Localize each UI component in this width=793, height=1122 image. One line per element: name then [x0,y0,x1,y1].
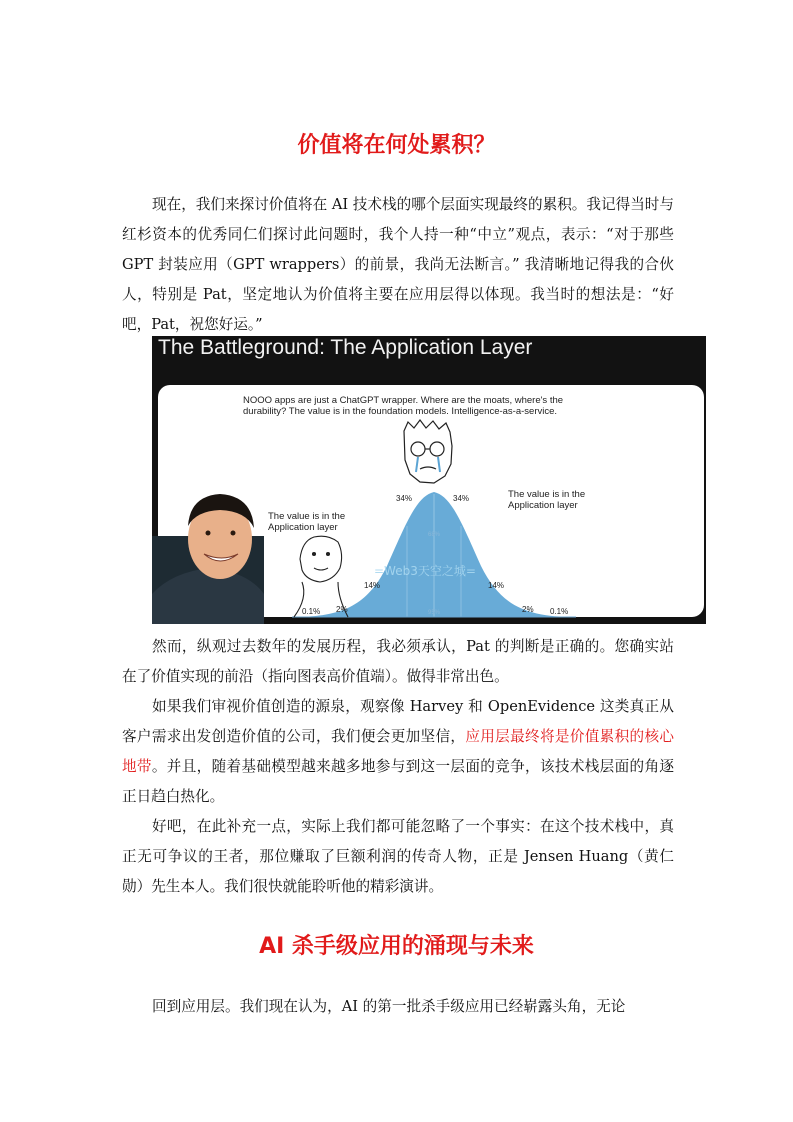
body-paragraph: 然而，纵观过去数年的发展历程，我必须承认，Pat 的判断是正确的。您确实站在了价值实现的前沿（指向图表高价值端）。做得非常出色。 [122,638,674,685]
crying-wojak-icon [404,420,452,483]
pct-left-mid: 14% [364,581,381,590]
paragraph-text: 。并且，随着基础模型越来越多地参与到这一层面的竞争，该技术栈层面的角逐正日趋白热化。 [122,758,674,805]
watermark: =Web3天空之城= [374,564,476,578]
section-heading: 价值将在何处累积？ [297,133,496,158]
highlighted-text: 应用层最终将是价值累积的核心地带 [122,728,674,775]
person-photo [152,494,264,624]
body-paragraph: 回到应用层。我们现在认为，AI 的第一批杀手级应用已经崭露头角，无论 [152,998,626,1015]
figure-title: The Battleground: The Application Layer [158,336,533,359]
pct-right-mid: 14% [488,581,505,590]
paragraph-text: 如果我们审视价值创造的源泉，观察像 Harvey 和 OpenEvidence 这类真正从客户需求出发创造价值的公司，我们便会更加坚信， [122,698,674,745]
left-label-line2: Application layer [268,522,338,533]
pct-far-left: 0.1% [302,607,321,616]
section-heading: AI 杀手级应用的涌现与未来 [259,934,534,959]
pct-right-peak: 34% [453,494,470,503]
right-label-line2: Application layer [508,500,578,511]
meme-quote-line2: durability? The value is in the foundation models. Intelligence-as-a-service. [243,406,558,417]
meme-quote-line1: NOOO apps are just a ChatGPT wrapper. Where are the moats, where's the [243,395,564,406]
body-paragraph: 好吧，在此补充一点，实际上我们都可能忽略了一个事实：在这个技术栈中，真正无可争议的王者，那位赚取了巨额利润的传奇人物，正是 Jensen Huang（黄仁勋）先生本人。我们很快就能聆听他的精彩演讲。 [122,818,674,895]
body-paragraph [122,692,674,812]
pct-left-tail: 2% [336,605,348,614]
pct-left-peak: 34% [396,494,413,503]
battleground-figure [152,336,706,624]
pct-right-tail: 2% [522,605,534,614]
bell-curve-meme [152,336,706,624]
left-label-line1: The value is in the [268,511,346,522]
body-paragraph: 现在，我们来探讨价值将在 AI 技术栈的哪个层面实现最终的累积。我记得当时与红杉资本的优秀同仁们探讨此问题时，我个人持一种“中立”观点，表示：“对于那些 GPT 封装应用（GPT wrappers）的前景，我尚无法断言。” 我清晰地记得我的合伙人，特别是 Pat，坚定地认为价值将主要在应用层得以体现。我当时的想法是：“好吧，Pat，祝您好运。” [122,196,674,333]
curve-faint-label: 95% [428,610,441,616]
pct-far-right: 0.1% [550,607,569,616]
curve-faint-label: 68% [428,532,441,538]
right-label-line1: The value is in the [508,489,586,500]
